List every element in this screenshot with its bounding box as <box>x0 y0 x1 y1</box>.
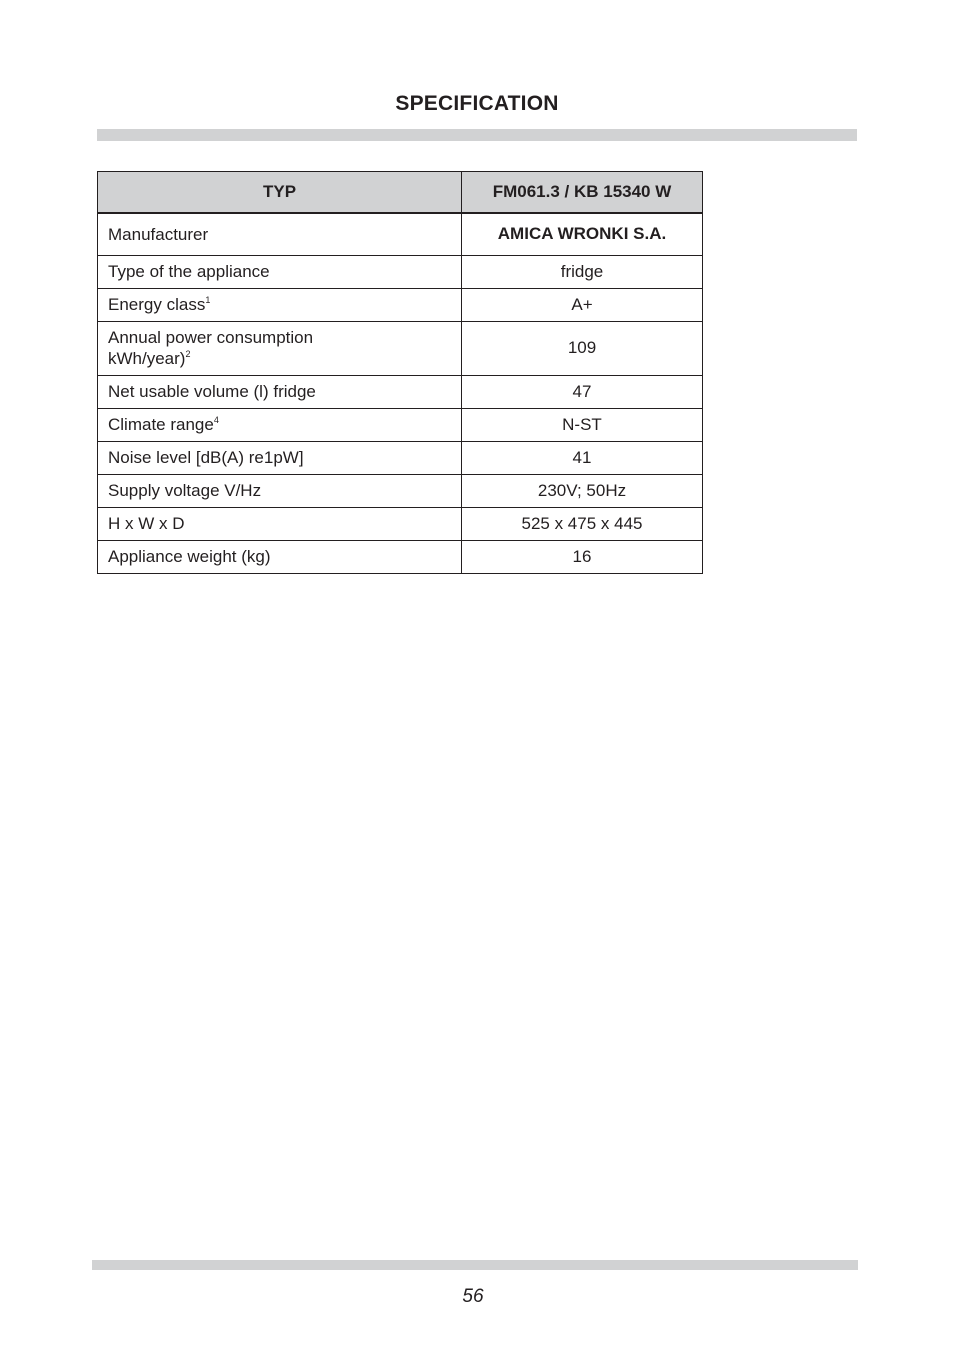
table-header-row <box>98 172 703 214</box>
table-row <box>98 255 703 288</box>
table-row <box>98 540 703 573</box>
footnote-marker: 2 <box>185 349 191 359</box>
top-divider <box>97 129 857 141</box>
row-value-weight: 16 <box>462 540 703 573</box>
row-label-net-volume: Net usable volume (l) fridge <box>98 375 462 408</box>
row-value-annual-power: 109 <box>462 321 703 375</box>
row-label-weight: Appliance weight (kg) <box>98 540 462 573</box>
row-value-dimensions: 525 x 475 x 445 <box>462 507 703 540</box>
table-row <box>98 288 703 321</box>
table-row <box>98 408 703 441</box>
row-label-energy-class: Energy class$^1$ <box>98 288 462 321</box>
table-row <box>98 321 703 375</box>
row-value-manufacturer: AMICA WRONKI S.A. <box>462 213 703 255</box>
row-label-type: Type of the appliance <box>98 255 462 288</box>
row-label-dimensions: H x W x D <box>98 507 462 540</box>
bottom-divider <box>92 1260 858 1270</box>
row-value-noise-level: 41 <box>462 441 703 474</box>
row-label-annual-power: Annual power consumption kWh/year)$^2$ <box>98 321 462 375</box>
row-value-type: fridge <box>462 255 703 288</box>
header-model: FM061.3 / KB 15340 W <box>462 172 703 214</box>
specification-table <box>97 171 703 574</box>
row-label-manufacturer: Manufacturer <box>98 213 462 255</box>
row-label-supply-voltage: Supply voltage V/Hz <box>98 474 462 507</box>
table-row <box>98 441 703 474</box>
table-row <box>98 474 703 507</box>
row-label-noise-level: Noise level [dB(A) re1pW] <box>98 441 462 474</box>
row-label-climate-range: Climate range$^4$ <box>98 408 462 441</box>
table-row <box>98 213 703 255</box>
row-value-net-volume: 47 <box>462 375 703 408</box>
header-typ: TYP <box>98 172 462 214</box>
row-value-climate-range: N-ST <box>462 408 703 441</box>
row-value-supply-voltage: 230V; 50Hz <box>462 474 703 507</box>
table-row <box>98 507 703 540</box>
footnote-marker: 4 <box>213 415 219 425</box>
footnote-marker: 1 <box>205 295 211 305</box>
page-number: 56 <box>462 1286 484 1307</box>
row-value-energy-class: A+ <box>462 288 703 321</box>
table-row <box>98 375 703 408</box>
page-title: SPECIFICATION <box>395 92 559 115</box>
